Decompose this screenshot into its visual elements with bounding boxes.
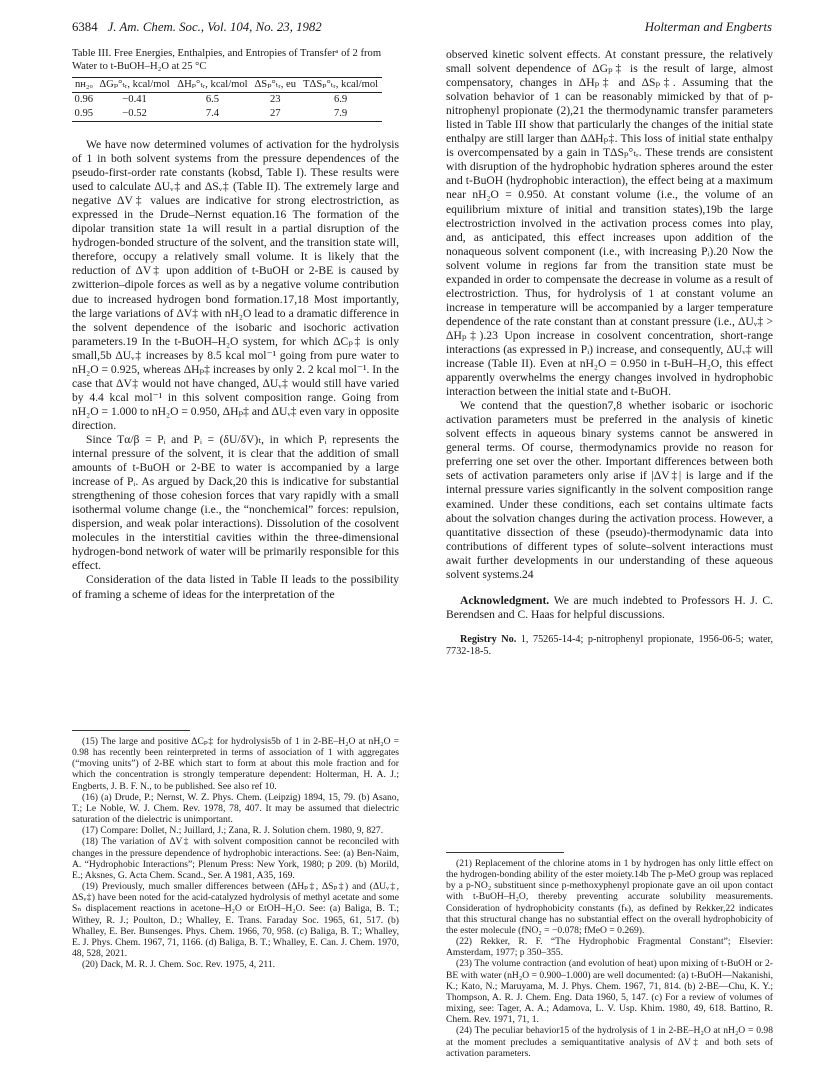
transfer-table <box>72 77 382 122</box>
table-header: ΔHₚ°ₜᵣ, kcal/mol <box>174 78 252 93</box>
page-header <box>72 20 772 40</box>
acknowledgment-label: Acknowledgment. <box>460 593 550 607</box>
journal-citation: J. Am. Chem. Soc., Vol. 104, No. 23, 1982 <box>107 20 322 34</box>
acknowledgment <box>446 594 773 622</box>
registry-numbers <box>446 634 773 658</box>
table-caption: Table III. Free Energies, Enthalpies, and Entropies of Transferᵃ of 2 from Water to t-BuOH–H₂O at 25 °C <box>72 48 382 72</box>
footnote: (16) (a) Drude, P.; Nernst, W. Z. Phys. Chem. (Leipzig) 1894, 15, 79. (b) Asano, T.; Le Noble, W. J. Chem. Rev. 1978, 78, 407. It may be assumed that dielectric saturation of the dielectric is unimportant. <box>72 791 399 826</box>
table-cell: 6.5 <box>205 94 220 105</box>
table-header: ΔGₚ°ₜᵣ, kcal/mol <box>96 78 174 93</box>
body-paragraph: We have now determined volumes of activation for the hydrolysis of 1 in both solvent systems from the pressure dependences of the pseudo-first-order rate constants (kobsd, Table I). These results were used to calculate ΔUᵥ‡ and ΔSᵥ‡ (Table II). The extremely large and negative ΔV‡ values are indicative for strong electrostriction, as expressed in the Drude–Nernst equation.16 The formation of the dipolar transition state 1a will result in a partial disruption of the hydrogen-bonded structure of the solvent, and the transition state will, therefore, occupy a relatively small volume. It is likely that the reduction of ΔV‡ upon addition of t-BuOH or 2-BE is caused by zwitterion–dipole forces as well as by a negative volume contribution due to increased hydrogen bond formation.17,18 Most importantly, the large variations of ΔV‡ with nH₂O lead to a dramatic difference in the solvent dependence of the isobaric and isochoric activation parameters.19 In the t-BuOH–H₂O system, for which ΔCₚ‡ is only small,5b ΔUᵥ‡ increases by 8.5 kcal mol⁻¹ going from pure water to nH₂O = 0.925, whereas ΔHₚ‡ increases by only 2. 2 kcal mol⁻¹. In the case that ΔV‡ would not have changed, ΔUᵥ‡ would still have varied by 4.4 kcal mol⁻¹ in this solvent composition range. Going from nH₂O = 1.000 to nH₂O = 0.950, ΔHₚ‡ and ΔUᵥ‡ even vary in opposite direction. <box>72 138 399 432</box>
table-cell: 7.4 <box>174 107 252 122</box>
body-paragraph: We contend that the question7,8 whether isobaric or isochoric activation parameters must be preferred in the analysis of kinetic solvent effects in aqueous binary systems cannot be answered in general terms. Of course, thermodynamics provide no reason for preferring one set over the other. Important differences between both sets of activation parameters only arise if |ΔV‡| is large and if the internal pressure varies significantly in the solvent composition range examined. Under these conditions, each set contains ultimate facts about the solvation changes during the activation process. However, a quantitative dissection of these (pseudo)-thermodynamic data into contributions of different types of solute–solvent interactions must await further developments in our understanding of these aqueous solvent systems.24 <box>446 399 773 581</box>
table-cell: 23 <box>269 94 281 105</box>
table-cell: 27 <box>251 107 299 122</box>
footnote: (24) The peculiar behavior15 of the hydrolysis of 1 in 2-BE–H₂O at nH₂O = 0.98 at the moment precludes a semiquantitative analysis of ΔV‡ and both sets of activation parameters. <box>446 1025 773 1059</box>
table-cell: −0.52 <box>96 107 174 122</box>
table-cell: 0.96 <box>74 94 94 105</box>
body-paragraph: Since Tα/β = Pᵢ and Pᵢ = (δU/δV)ₜ, in which Pᵢ represents the internal pressure of the solvent, it is clear that the addition of small amounts of t-BuOH or 2-BE to water is accompanied by a large increase of Pᵢ. As argued by Dack,20 this is indicative for substantial strengthening of those cohesion forces that vary rapidly with a small isothermal volume change (i.e., the “nonchemical” forces: repulsion, dispersion, and weak polar interactions). Dissolution of the cosolvent molecules in the interstitial cavities within the three-dimensional hydrogen-bond network of water will be primarily responsible for this effect. <box>72 432 399 573</box>
table-cell: 7.9 <box>299 107 382 122</box>
body-paragraph: Consideration of the data listed in Table II leads to the possibility of framing a scheme of ideas for the interpretation of the <box>72 573 399 601</box>
footnote-rule <box>446 852 564 853</box>
table-cell: 0.95 <box>72 107 96 122</box>
table-header: ΔSₚ°ₜᵣ, eu <box>251 78 299 93</box>
acknowledgment-text: We are much indebted to Professors H. J. C. Berendsen and C. Haas for helpful discussions. <box>446 593 773 621</box>
registry-label: Registry No. <box>460 633 517 645</box>
footnotes-left <box>72 736 399 970</box>
table-header: TΔSₚ°ₜᵣ, kcal/mol <box>299 78 382 93</box>
page-number: 6384 <box>72 20 98 34</box>
body-paragraph: observed kinetic solvent effects. At constant pressure, the relatively small solvent dependence of ΔGₚ‡ is the result of large, almost compensatory, changes in ΔHₚ‡ and ΔSₚ‡. Assuming that the solvation behavior of 1 can be reasonably mimicked by that of p-nitrophenyl propionate (2),21 the thermodynamic transfer parameters listed in Table III show that particularly the changes of the initial state enthalpy are still larger than ΔΔHₚ‡. This loss of initial state enthalpy is overcompensated by a gain in TΔSₚ°ₜᵣ. These trends are consistent with disruption of the hydrophobic hydration spheres around the ester and t-BuOH (hydrophobic interaction), the effect being at a maximum near nH₂O = 0.950. At constant volume (i.e., the volume of an equilibrium mixture of initial and transition states),19b the large electrostriction involved in the activation process comes into play, and, as anticipated, this effect increases upon addition of the nonaqueous solvent component (i.e., with increasing Pᵢ).20 Now the solvent volume in regions far from the transition state must be expanded in order to compensate the decrease in volume as a result of electrostriction. Thus, for hydrolysis of 1 at constant volume an increase in temperature will be accompanied by a larger temperature dependence of the rate constant than at constant pressure (i.e., ΔUᵥ‡ > ΔHₚ‡).23 Upon increase in cosolvent concentration, short-range interactions (as expressed in Pᵢ) increase, and consequently, ΔUᵥ‡ will increase (Table II). Even at nH₂O = 0.950 in t-BuH–H₂O, this effect apparently overwhelms the energy changes involved in hydrophobic interaction between the initial state and t-BuOH. <box>446 48 773 399</box>
table-row <box>72 107 382 122</box>
table-cell: −0.41 <box>122 94 147 105</box>
table-row <box>72 93 382 108</box>
footnote: (19) Previously, much smaller differences between (ΔHₚ‡, ΔSₚ‡) and (ΔUᵥ‡, ΔSᵥ‡) have been noted for the acid-catalyzed hydrolysis of methyl acetate and some Sₙ displacement reactions in acetone–H₂O or EtOH–H₂O. See: (a) Baliga, B. T.; Withey, R. J.; Poulton, D.; Whalley, E. Trans. Faraday Soc. 1965, 61, 517. (b) Whalley, E. Ber. Bunsenges. Phys. Chem. 1966, 70, 958. (c) Baliga, B. T.; Whalley, E. J. Phys. Chem. 1967, 71, 1166. (d) Baliga, B. T.; Whalley, E. Can. J. Chem. 1970, 48, 528, 2021. <box>72 881 399 959</box>
footnote-rule <box>72 730 190 731</box>
footnote: (17) Compare: Dollet, N.; Juillard, J.; Zana, R. J. Solution chem. 1980, 9, 827. <box>82 825 384 837</box>
right-column <box>446 48 773 658</box>
header-left <box>72 20 322 35</box>
registry-text: 1, 75265-14-4; p-nitrophenyl propionate, 1956-06-5; water, 7732-18-5. <box>446 633 773 658</box>
footnote: (20) Dack, M. R. J. Chem. Soc. Rev. 1975, 4, 211. <box>82 959 276 971</box>
table-cell: 6.9 <box>333 94 348 105</box>
left-column <box>72 48 399 602</box>
footnote: (18) The variation of ΔV‡ with solvent composition cannot be reconciled with changes in the pressure dependence of hydrophobic interactions. See: (a) Ben-Naim, A. “Hydrophobic Interactions”; Plenum Press: New York, 1980; p 209. (b) Morild, E.; Aksnes, G. Acta Chem. Scand., Ser. A 1981, A35, 169. <box>72 836 399 881</box>
footnote: (23) The volume contraction (and evolution of heat) upon mixing of t-BuOH or 2-BE with water (nH₂O = 0.900–1.000) are well documented: (a) t-BuOH—Nakanishi, K.; Kato, N.; Maruyama, M. J. Phys. Chem. 1967, 71, 814. (b) 2-BE—Chu, K. Y.; Thompson, A. R. J. Chem. Eng. Data 1960, 5, 147. (c) For a review of volumes of mixing, see: Tager, A. A.; Adamova, L. V. Usp. Khim. 1980, 49, 618. Battino, R. Chem. Rev. 1971, 71, 1. <box>446 958 773 1026</box>
footnote: (21) Replacement of the chlorine atoms in 1 by hydrogen has only little effect on the hydrogen-bonding ability of the ester moiety.14b The p-MeO group was replaced by a p-NO₂ substituent since p-methoxyphenyl propionate gave an oil upon contact with t-BuOH–H₂O, thereby preventing accurate solubility measurements. Consideration of hydrophobicity constants (fₖ), as defined by Rekker,22 indicates that this structural change has no substantial effect on the overall hydrophobicity of the ester molecule (fNO₂ = −0.078; fMeO = 0.269). <box>446 858 773 936</box>
footnote: (22) Rekker, R. F. “The Hydrophobic Fragmental Constant”; Elsevier: Amsterdam, 1977; p 350–355. <box>446 936 773 959</box>
footnotes-right <box>446 858 773 1059</box>
running-head-authors: Holterman and Engberts <box>644 20 772 34</box>
footnote: (15) The large and positive ΔCₚ‡ for hydrolysis5b of 1 in 2-BE–H₂O at nH₂O = 0.98 has recently been reinterpreted in terms of association of 1 with aggregates (“moving units”) of 2-BE which start to form at about this mole fraction and for which the concentration is strongly temperature dependent: Holterman, H. A. J.; Engberts, J. B. F. N., to be published. See also ref 10. <box>72 736 399 792</box>
table-header: nʜ₂ₒ <box>72 78 96 93</box>
